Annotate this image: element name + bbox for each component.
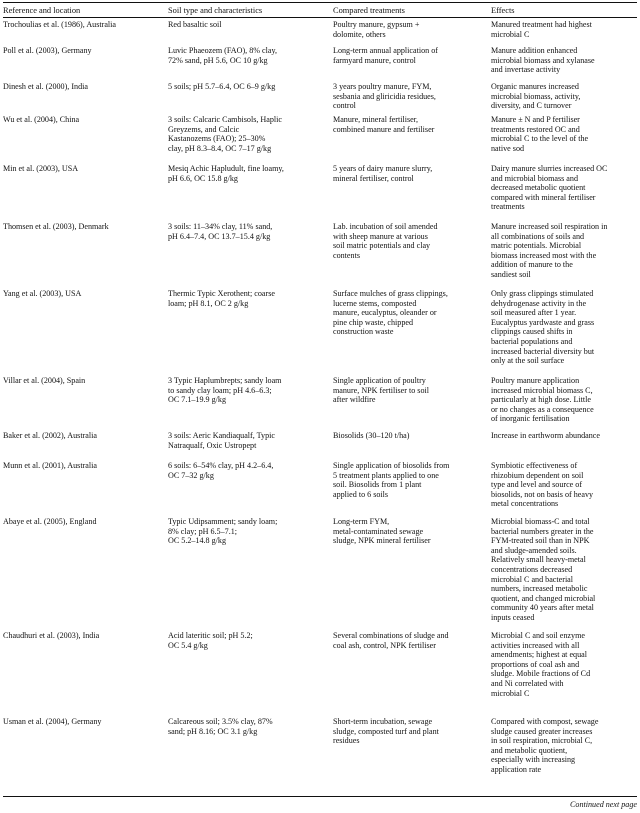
cell-treatments: Several combinations of sludge and coal ash, control, NPK fertiliser [333, 631, 449, 650]
column-header-effects: Effects [491, 6, 515, 15]
column-header-reference: Reference and location [3, 6, 81, 15]
cell-soil: 5 soils; pH 5.7–6.4, OC 6–9 g/kg [168, 82, 276, 91]
cell-reference: Baker et al. (2002), Australia [3, 431, 97, 440]
cell-soil: 3 soils: Calcaric Cambisols, Haplic Greyzems, and Calcic Kastanozems (FAO); 25–30% clay, pH 8.3–8.4, OC 7–17 g/kg [168, 115, 282, 153]
cell-effects: Manure addition enhanced microbial biomass and xylanase and invertase activity [491, 46, 595, 75]
table-bottom-rule [3, 796, 637, 797]
cell-reference: Yang et al. (2003), USA [3, 289, 82, 298]
cell-soil: 3 soils: 11–34% clay, 11% sand, pH 6.4–7.4, OC 13.7–15.4 g/kg [168, 222, 273, 241]
cell-soil: Red basaltic soil [168, 20, 222, 29]
cell-treatments: Lab. incubation of soil amended with sheep manure at various soil matric potentials and clay contents [333, 222, 438, 260]
table-header-rule [3, 17, 637, 18]
cell-effects: Poultry manure application increased microbial biomass C, particularly at high dose. Little or no changes as a consequence of inorganic fertilisation [491, 376, 594, 424]
cell-reference: Thomsen et al. (2003), Denmark [3, 222, 109, 231]
cell-soil: Thermic Typic Xerothent; coarse loam; pH 8.1, OC 2 g/kg [168, 289, 275, 308]
cell-soil: 3 soils: Aeric Kandiaqualf, Typic Natraqualf, Oxic Ustropept [168, 431, 275, 450]
cell-treatments: Long-term FYM, metal-contaminated sewage sludge, NPK mineral fertiliser [333, 517, 431, 546]
cell-treatments: Biosolids (30–120 t/ha) [333, 431, 410, 440]
cell-effects: Microbial biomass-C and total bacterial numbers greater in the FYM-treated soil than in NPK and sludge-amended soils. Relatively small heavy-metal concentrations decreased microbial C and bacterial numbers, increased metabolic quotient, and changed microbial community 40 years after metal inputs ceased [491, 517, 596, 622]
cell-treatments: Surface mulches of grass clippings, lucerne stems, composted manure, eucalyptus, oleander or pine chip waste, chipped construction waste [333, 289, 448, 337]
cell-reference: Wu et al. (2004), China [3, 115, 80, 124]
cell-reference: Usman et al. (2004), Germany [3, 717, 102, 726]
cell-effects: Symbiotic effectiveness of rhizobium dependent on soil type and level and source of biosolids, not on basis of heavy metal concentrations [491, 461, 594, 509]
cell-treatments: 5 years of dairy manure slurry, mineral fertiliser, control [333, 164, 433, 183]
cell-reference: Munn et al. (2001), Australia [3, 461, 97, 470]
cell-soil: Typic Udipsamment; sandy loam; 8% clay; pH 6.5–7.1; OC 5.2–14.8 g/kg [168, 517, 278, 546]
column-header-treatments: Compared treatments [333, 6, 405, 15]
cell-effects: Dairy manure slurries increased OC and microbial biomass and decreased metabolic quotient compared with mineral fertiliser treatments [491, 164, 608, 212]
cell-reference: Poll et al. (2003), Germany [3, 46, 92, 55]
cell-treatments: Poultry manure, gypsum + dolomite, others [333, 20, 420, 39]
cell-soil: Luvic Phaeozem (FAO), 8% clay, 72% sand, pH 5.6, OC 10 g/kg [168, 46, 278, 65]
cell-effects: Manure increased soil respiration in all combinations of soils and matric potentials. Microbial biomass increased most with the addition of manure to the sandiest soil [491, 222, 608, 279]
cell-effects: Only grass clippings stimulated dehydrogenase activity in the soil measured after 1 year. Eucalyptus yardwaste and grass clippings caused shifts in bacterial populations and increased bacterial diversity but only at the soil surface [491, 289, 595, 366]
cell-reference: Dinesh et al. (2000), India [3, 82, 88, 91]
cell-effects: Increase in earthworm abundance [491, 431, 600, 440]
cell-soil: Calcareous soil; 3.5% clay, 87% sand; pH 8.16; OC 3.1 g/kg [168, 717, 273, 736]
cell-treatments: Single application of biosolids from 5 treatment plants applied to one soil. Biosolids from 1 plant applied to 6 soils [333, 461, 450, 499]
cell-soil: 3 Typic Haplumbrepts; sandy loam to sandy clay loam; pH 4.6–6.3; OC 7.1–19.9 g/kg [168, 376, 282, 405]
cell-reference: Min et al. (2003), USA [3, 164, 79, 173]
cell-reference: Trochoulias et al. (1986), Australia [3, 20, 116, 29]
cell-reference: Abaye et al. (2005), England [3, 517, 97, 526]
cell-treatments: Manure, mineral fertiliser, combined manure and fertiliser [333, 115, 435, 134]
continued-note: Continued next page [570, 800, 637, 809]
cell-effects: Manure ± N and P fertiliser treatments restored OC and microbial C to the level of the native sod [491, 115, 589, 153]
table-top-rule [3, 2, 637, 3]
column-header-soil: Soil type and characteristics [168, 6, 263, 15]
cell-treatments: Long-term annual application of farmyard manure, control [333, 46, 438, 65]
cell-effects: Manured treatment had highest microbial C [491, 20, 592, 39]
cell-treatments: 3 years poultry manure, FYM, sesbania and gliricidia residues, control [333, 82, 436, 111]
cell-effects: Organic manures increased microbial biomass, activity, diversity, and C turnover [491, 82, 581, 111]
cell-soil: 6 soils: 6–54% clay, pH 4.2–6.4, OC 7–32 g/kg [168, 461, 274, 480]
cell-effects: Compared with compost, sewage sludge caused greater increases in soil respiration, microbial C, and metabolic quotient, especially with increasing application rate [491, 717, 599, 774]
cell-soil: Mesiq Achic Hapludult, fine loamy, pH 6.6, OC 15.8 g/kg [168, 164, 284, 183]
cell-reference: Villar et al. (2004), Spain [3, 376, 86, 385]
cell-treatments: Short-term incubation, sewage sludge, composted turf and plant residues [333, 717, 439, 746]
cell-effects: Microbial C and soil enzyme activities increased with all amendments; highest at equal proportions of coal ash and sludge. Mobile fractions of Cd and Ni correlated with microbial C [491, 631, 591, 698]
cell-soil: Acid lateritic soil; pH 5.2; OC 5.4 g/kg [168, 631, 253, 650]
cell-reference: Chaudhuri et al. (2003), India [3, 631, 100, 640]
cell-treatments: Single application of poultry manure, NPK fertiliser to soil after wildfire [333, 376, 429, 405]
